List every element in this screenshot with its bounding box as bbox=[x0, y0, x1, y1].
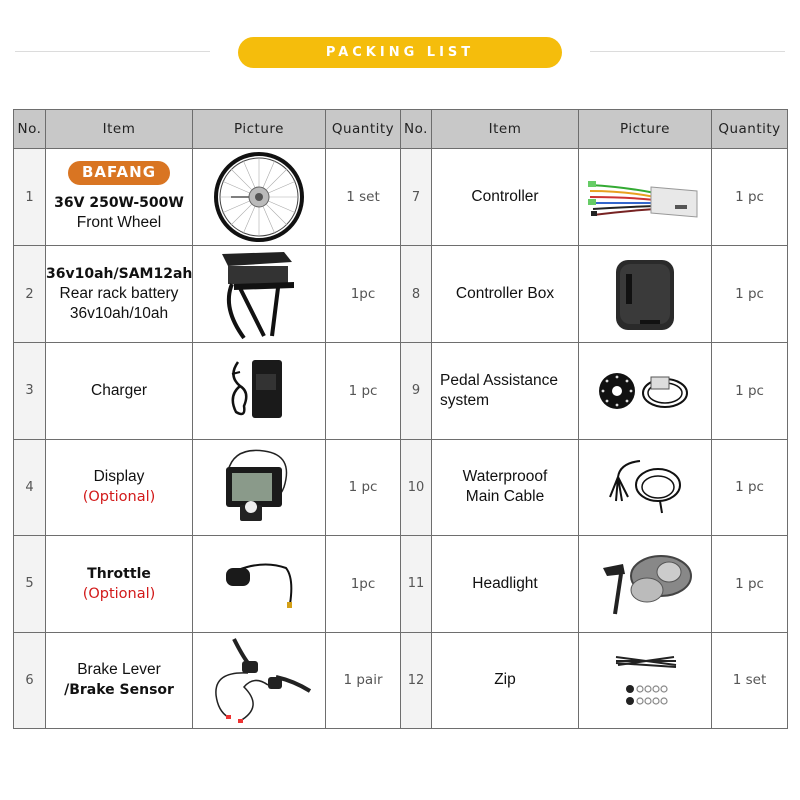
item-name: Controller Box bbox=[455, 284, 555, 302]
quantity: 1 pc bbox=[326, 343, 401, 440]
item-spec: 36V 250W-500W bbox=[54, 194, 184, 211]
front-wheel-icon bbox=[213, 151, 305, 243]
item-cell bbox=[46, 439, 193, 536]
item-cell bbox=[46, 536, 193, 633]
column-header-item: Item bbox=[432, 110, 579, 149]
quantity: 1 pc bbox=[712, 246, 788, 343]
item-name-secondary: Main Cable bbox=[465, 488, 545, 506]
quantity: 1pc bbox=[326, 246, 401, 343]
title-divider-left bbox=[15, 51, 210, 52]
quantity: 1 set bbox=[326, 149, 401, 246]
picture-cell bbox=[193, 149, 326, 246]
item-name: Front Wheel bbox=[76, 213, 162, 231]
table-row bbox=[14, 343, 788, 440]
column-header-picture: Picture bbox=[193, 110, 326, 149]
rear-rack-battery-icon bbox=[214, 248, 304, 340]
lcd-display-icon bbox=[214, 447, 304, 527]
charger-icon bbox=[224, 356, 294, 426]
picture-cell bbox=[193, 632, 326, 729]
item-number: 7 bbox=[401, 149, 432, 246]
item-cell bbox=[46, 149, 193, 246]
picture-cell bbox=[193, 246, 326, 343]
controller-box-icon bbox=[610, 254, 680, 334]
item-cell bbox=[432, 343, 579, 440]
picture-cell bbox=[193, 439, 326, 536]
item-cell bbox=[432, 632, 579, 729]
item-name: Zip bbox=[494, 671, 516, 689]
item-number: 2 bbox=[14, 246, 46, 343]
item-cell bbox=[432, 149, 579, 246]
table-row bbox=[14, 536, 788, 633]
column-header-no: No. bbox=[401, 110, 432, 149]
column-header-quantity: Quantity bbox=[326, 110, 401, 149]
column-header-item: Item bbox=[46, 110, 193, 149]
item-name: Headlight bbox=[472, 574, 538, 592]
item-cell bbox=[432, 246, 579, 343]
quantity: 1 set bbox=[712, 632, 788, 729]
table-row bbox=[14, 149, 788, 246]
column-header-picture: Picture bbox=[579, 110, 712, 149]
item-number: 4 bbox=[14, 439, 46, 536]
quantity: 1 pc bbox=[326, 439, 401, 536]
quantity: 1 pair bbox=[326, 632, 401, 729]
picture-cell bbox=[579, 246, 712, 343]
item-name: Throttle bbox=[87, 565, 151, 582]
quantity: 1 pc bbox=[712, 439, 788, 536]
item-number: 9 bbox=[401, 343, 432, 440]
item-name-secondary: system bbox=[440, 391, 490, 409]
item-cell bbox=[46, 246, 193, 343]
item-number: 12 bbox=[401, 632, 432, 729]
pas-sensor-icon bbox=[595, 371, 695, 411]
item-name: Charger bbox=[91, 381, 147, 399]
brand-badge: BAFANG bbox=[68, 161, 170, 185]
brake-lever-icon bbox=[204, 635, 314, 725]
item-name: Controller bbox=[471, 187, 539, 205]
item-cell bbox=[46, 632, 193, 729]
picture-cell bbox=[193, 343, 326, 440]
page-title: PACKING LIST bbox=[238, 37, 562, 68]
quantity: 1 pc bbox=[712, 343, 788, 440]
quantity: 1 pc bbox=[712, 536, 788, 633]
item-spec-secondary: 36v10ah/10ah bbox=[69, 305, 169, 323]
picture-cell bbox=[193, 536, 326, 633]
picture-cell bbox=[579, 632, 712, 729]
controller-icon bbox=[585, 167, 705, 227]
column-header-quantity: Quantity bbox=[712, 110, 788, 149]
item-name: Waterprooof bbox=[462, 468, 548, 486]
table-header-row bbox=[14, 110, 788, 149]
table-row bbox=[14, 246, 788, 343]
headlight-icon bbox=[595, 544, 695, 624]
item-name-secondary: /Brake Sensor bbox=[64, 682, 174, 699]
item-number: 10 bbox=[401, 439, 432, 536]
title-divider-right bbox=[590, 51, 785, 52]
throttle-icon bbox=[214, 554, 304, 614]
main-cable-icon bbox=[600, 457, 690, 517]
item-cell bbox=[46, 343, 193, 440]
zip-ties-icon bbox=[600, 645, 690, 715]
item-number: 1 bbox=[14, 149, 46, 246]
item-number: 3 bbox=[14, 343, 46, 440]
item-cell bbox=[432, 536, 579, 633]
column-header-no: No. bbox=[14, 110, 46, 149]
item-name: Display bbox=[93, 468, 145, 486]
picture-cell bbox=[579, 536, 712, 633]
item-number: 8 bbox=[401, 246, 432, 343]
packing-list-table bbox=[13, 109, 788, 729]
item-number: 6 bbox=[14, 632, 46, 729]
item-spec: 36v10ah/SAM12ah bbox=[46, 265, 193, 282]
optional-label: (Optional) bbox=[82, 489, 156, 506]
picture-cell bbox=[579, 149, 712, 246]
item-name: Pedal Assistance bbox=[440, 371, 559, 389]
item-number: 5 bbox=[14, 536, 46, 633]
quantity: 1pc bbox=[326, 536, 401, 633]
item-name: Rear rack battery bbox=[59, 284, 179, 302]
item-number: 11 bbox=[401, 536, 432, 633]
picture-cell bbox=[579, 439, 712, 536]
optional-label: (Optional) bbox=[82, 585, 156, 602]
picture-cell bbox=[579, 343, 712, 440]
item-name: Brake Lever bbox=[77, 661, 161, 679]
table-row bbox=[14, 439, 788, 536]
item-cell bbox=[432, 439, 579, 536]
table-row bbox=[14, 632, 788, 729]
quantity: 1 pc bbox=[712, 149, 788, 246]
